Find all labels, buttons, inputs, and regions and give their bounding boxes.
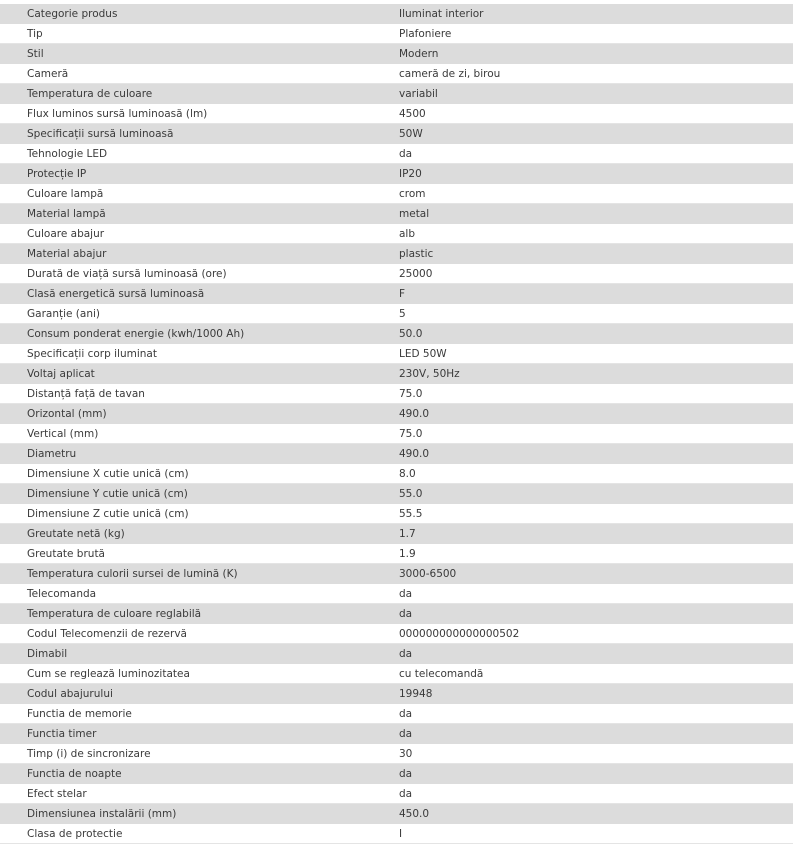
spec-row: [0, 544, 793, 564]
spec-label: Dimensiune Z cutie unică (cm): [27, 508, 189, 520]
spec-label: Greutate brută: [27, 548, 105, 560]
spec-label: Telecomanda: [27, 588, 97, 600]
specifications-table: [0, 4, 793, 844]
spec-value: Iluminat interior: [399, 8, 484, 20]
spec-label: Tehnologie LED: [27, 148, 108, 160]
spec-label: Protecție IP: [27, 168, 87, 180]
spec-value: 230V, 50Hz: [399, 368, 460, 380]
spec-row: [0, 824, 793, 844]
spec-row: [0, 404, 793, 424]
spec-value: 490.0: [399, 448, 430, 460]
spec-label: Temperatura de culoare reglabilă: [27, 608, 202, 620]
spec-label: Cameră: [27, 68, 69, 80]
spec-value: 8.0: [399, 468, 416, 480]
spec-label: Consum ponderat energie (kwh/1000 Ah): [27, 328, 245, 340]
spec-value: 1.7: [399, 528, 416, 540]
spec-value: F: [399, 288, 406, 300]
spec-value: 50W: [399, 128, 423, 140]
spec-value: da: [399, 768, 413, 780]
spec-row: [0, 284, 793, 304]
spec-value: plastic: [399, 248, 434, 260]
spec-row: [0, 324, 793, 344]
spec-row: [0, 704, 793, 724]
spec-value: 450.0: [399, 808, 430, 820]
spec-row: [0, 164, 793, 184]
spec-label: Culoare lampă: [27, 188, 104, 200]
spec-label: Voltaj aplicat: [27, 368, 95, 380]
spec-label: Specificații corp iluminat: [27, 348, 157, 360]
spec-label: Functia de memorie: [27, 708, 132, 720]
spec-value: 55.5: [399, 508, 423, 520]
spec-value: LED 50W: [399, 348, 447, 360]
spec-label: Functia de noapte: [27, 768, 122, 780]
spec-label: Categorie produs: [27, 8, 118, 20]
spec-value: 25000: [399, 268, 433, 280]
spec-row: [0, 44, 793, 64]
spec-row: [0, 604, 793, 624]
spec-value: 5: [399, 308, 406, 320]
spec-row: [0, 664, 793, 684]
spec-label: Garanție (ani): [27, 308, 101, 320]
spec-value: 19948: [399, 688, 433, 700]
spec-value: 50.0: [399, 328, 423, 340]
spec-value: 3000-6500: [399, 568, 457, 580]
spec-value: 30: [399, 748, 413, 760]
spec-value: 490.0: [399, 408, 430, 420]
spec-value: 75.0: [399, 428, 423, 440]
spec-value: cameră de zi, birou: [399, 68, 501, 80]
spec-value: cu telecomandă: [399, 668, 484, 680]
spec-value: Modern: [399, 48, 439, 60]
spec-label: Temperatura de culoare: [27, 88, 153, 100]
spec-row: [0, 744, 793, 764]
spec-row: [0, 484, 793, 504]
spec-row: [0, 644, 793, 664]
spec-row: [0, 624, 793, 644]
spec-row: [0, 524, 793, 544]
spec-label: Specificații sursă luminoasă: [27, 128, 174, 140]
spec-value: Plafoniere: [399, 28, 452, 40]
spec-row: [0, 444, 793, 464]
spec-label: Vertical (mm): [27, 428, 99, 440]
spec-value: metal: [399, 208, 430, 220]
spec-label: Material abajur: [27, 248, 107, 260]
spec-label: Orizontal (mm): [27, 408, 107, 420]
spec-row: [0, 344, 793, 364]
spec-label: Greutate netă (kg): [27, 528, 125, 540]
spec-row: [0, 424, 793, 444]
spec-row: [0, 804, 793, 824]
spec-label: Dimabil: [27, 648, 68, 660]
spec-row: [0, 304, 793, 324]
spec-label: Tip: [27, 28, 43, 40]
spec-label: Dimensiune Y cutie unică (cm): [27, 488, 188, 500]
spec-label: Timp (i) de sincronizare: [27, 748, 151, 760]
spec-label: Diametru: [27, 448, 77, 460]
spec-value: 55.0: [399, 488, 423, 500]
spec-value: variabil: [399, 88, 438, 100]
spec-label: Material lampă: [27, 208, 106, 220]
spec-value: da: [399, 588, 413, 600]
spec-value: da: [399, 648, 413, 660]
spec-label: Culoare abajur: [27, 228, 105, 240]
spec-row: [0, 364, 793, 384]
spec-label: Cum se reglează luminozitatea: [27, 668, 190, 680]
spec-label: Flux luminos sursă luminoasă (lm): [27, 108, 208, 120]
spec-value: IP20: [399, 168, 422, 180]
spec-label: Functia timer: [27, 728, 97, 740]
spec-row: [0, 724, 793, 744]
spec-label: Stil: [27, 48, 44, 60]
spec-value: I: [399, 828, 403, 840]
spec-value: 4500: [399, 108, 426, 120]
spec-value: da: [399, 708, 413, 720]
spec-label: Temperatura culorii sursei de lumină (K): [27, 568, 238, 580]
spec-label: Efect stelar: [27, 788, 87, 800]
spec-label: Distanță față de tavan: [27, 388, 145, 400]
spec-row: [0, 504, 793, 524]
spec-value: 1.9: [399, 548, 416, 560]
spec-label: Dimensiune X cutie unică (cm): [27, 468, 189, 480]
spec-row: [0, 4, 793, 24]
spec-value: crom: [399, 188, 426, 200]
spec-value: da: [399, 728, 413, 740]
spec-label: Durată de viață sursă luminoasă (ore): [27, 268, 227, 280]
spec-row: [0, 464, 793, 484]
spec-row: [0, 144, 793, 164]
spec-row: [0, 124, 793, 144]
spec-row: [0, 84, 793, 104]
spec-row: [0, 24, 793, 44]
spec-label: Codul Telecomenzii de rezervă: [27, 628, 187, 640]
spec-value: da: [399, 608, 413, 620]
spec-row: [0, 184, 793, 204]
spec-row: [0, 104, 793, 124]
spec-value: 000000000000000502: [399, 628, 520, 640]
spec-row: [0, 384, 793, 404]
spec-row: [0, 224, 793, 244]
spec-row: [0, 784, 793, 804]
spec-row: [0, 264, 793, 284]
spec-value: da: [399, 148, 413, 160]
spec-value: da: [399, 788, 413, 800]
spec-row: [0, 244, 793, 264]
spec-value: alb: [399, 228, 416, 240]
spec-row: [0, 204, 793, 224]
spec-row: [0, 64, 793, 84]
spec-row: [0, 584, 793, 604]
spec-row: [0, 764, 793, 784]
spec-label: Codul abajurului: [27, 688, 113, 700]
spec-value: 75.0: [399, 388, 423, 400]
spec-row: [0, 564, 793, 584]
spec-row: [0, 684, 793, 704]
spec-label: Clasa de protectie: [27, 828, 123, 840]
spec-label: Clasă energetică sursă luminoasă: [27, 288, 205, 300]
spec-label: Dimensiunea instalării (mm): [27, 808, 177, 820]
